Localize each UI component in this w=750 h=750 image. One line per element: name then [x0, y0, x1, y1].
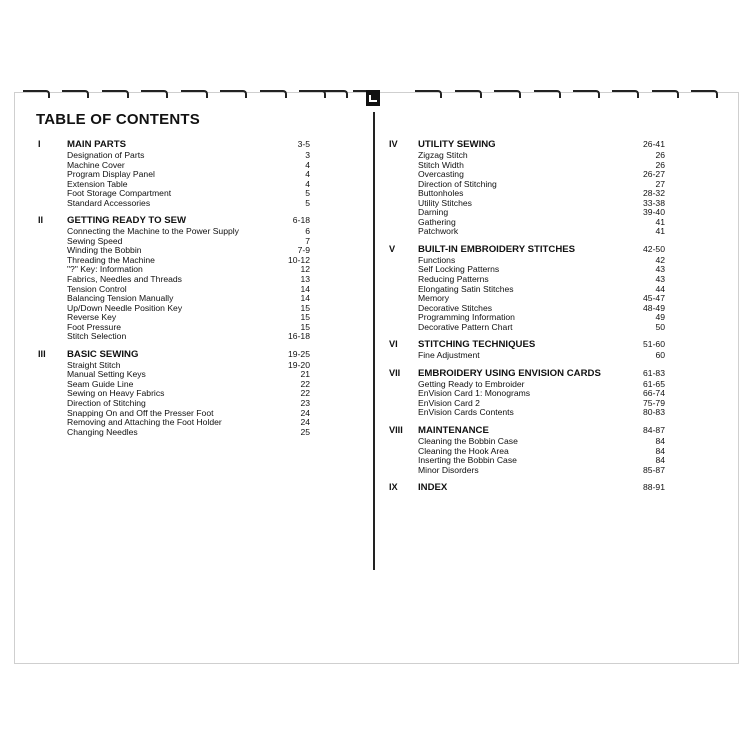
- entry-page: 4: [305, 178, 310, 189]
- entry-label: "?" Key: Information: [67, 264, 143, 275]
- section-numeral: V: [389, 243, 396, 254]
- toc-section: [38, 140, 310, 208]
- toc-entry[interactable]: [389, 227, 665, 237]
- entry-label: Winding the Bobbin: [67, 245, 142, 256]
- entry-label: Decorative Pattern Chart: [418, 321, 513, 332]
- section-numeral: VII: [389, 367, 401, 378]
- toc-entry[interactable]: [389, 351, 665, 361]
- section-numeral: I: [38, 139, 41, 149]
- entry-label: Sewing on Heavy Fabrics: [67, 388, 165, 399]
- entry-page: 23: [300, 398, 310, 409]
- entry-label: Zigzag Stitch: [418, 150, 468, 160]
- section-title: BUILT-IN EMBROIDERY STITCHES: [418, 243, 576, 255]
- entry-label: Stitch Selection: [67, 331, 127, 342]
- entry-page: 80-83: [643, 407, 665, 418]
- entry-label: Getting Ready to Embroider: [418, 378, 525, 389]
- entry-label: Standard Accessories: [67, 197, 151, 208]
- entry-label: Fine Adjustment: [418, 350, 480, 361]
- entry-label: Foot Pressure: [67, 321, 121, 332]
- section-title: STITCHING TECHNIQUES: [418, 339, 536, 351]
- section-title: UTILITY SEWING: [418, 139, 496, 150]
- entry-page: 22: [300, 378, 310, 389]
- entry-page: 84: [655, 436, 665, 447]
- section-title: MAIN PARTS: [67, 139, 126, 150]
- toc-entry[interactable]: [38, 332, 310, 342]
- entry-page: 61-65: [643, 378, 665, 389]
- entry-page: 33-38: [643, 197, 665, 208]
- section-pages: 19-25: [288, 348, 310, 359]
- section-title: INDEX: [418, 482, 448, 494]
- entry-page: 21: [300, 369, 310, 380]
- section-numeral: IV: [389, 139, 398, 149]
- entry-label: Fabrics, Needles and Threads: [67, 274, 182, 285]
- entry-label: Connecting the Machine to the Power Supply: [67, 226, 239, 237]
- binding-ring: [655, 90, 679, 98]
- entry-page: 4: [305, 159, 310, 170]
- page-marker-icon: [366, 90, 380, 106]
- binding-ring: [418, 90, 442, 98]
- toc-section: [389, 426, 665, 475]
- toc-section: [389, 140, 665, 237]
- entry-label: Gathering: [418, 216, 456, 227]
- entry-label: Removing and Attaching the Foot Holder: [67, 417, 222, 428]
- section-pages: 42-50: [643, 243, 665, 254]
- section-numeral: III: [38, 348, 46, 359]
- binding-ring: [105, 90, 129, 98]
- entry-label: Machine Cover: [67, 159, 125, 170]
- section-title: EMBROIDERY USING ENVISION CARDS: [418, 367, 601, 379]
- entry-page: 42: [655, 254, 665, 265]
- entry-label: Reducing Patterns: [418, 274, 489, 285]
- toc-right-column: [389, 140, 665, 502]
- binding-ring: [576, 90, 600, 98]
- binding-ring: [497, 90, 521, 98]
- section-numeral: VIII: [389, 425, 403, 436]
- entry-label: Minor Disorders: [418, 464, 479, 475]
- toc-section: [389, 245, 665, 332]
- entry-page: 15: [300, 321, 310, 332]
- entry-label: Sewing Speed: [67, 235, 123, 246]
- toc-section: [389, 340, 665, 361]
- entry-label: Decorative Stitches: [418, 302, 493, 313]
- entry-page: 5: [305, 197, 310, 208]
- entry-label: Functions: [418, 254, 456, 265]
- binding-ring: [458, 90, 482, 98]
- entry-page: 15: [300, 302, 310, 313]
- entry-label: Cleaning the Bobbin Case: [418, 436, 518, 447]
- entry-page: 3: [305, 150, 310, 160]
- entry-label: Cleaning the Hook Area: [418, 445, 509, 456]
- toc-entry[interactable]: [38, 428, 310, 438]
- section-pages: 6-18: [292, 215, 310, 226]
- entry-page: 14: [300, 283, 310, 294]
- entry-label: Buttonholes: [418, 188, 464, 199]
- entry-label: Direction of Stitching: [67, 398, 146, 409]
- entry-label: Extension Table: [67, 178, 128, 189]
- entry-page: 28-32: [643, 188, 665, 199]
- entry-page: 66-74: [643, 388, 665, 399]
- entry-page: 49: [655, 312, 665, 323]
- binding-ring: [263, 90, 287, 98]
- entry-page: 22: [300, 388, 310, 399]
- entry-label: Manual Setting Keys: [67, 369, 146, 380]
- toc-section: [389, 483, 665, 494]
- entry-label: EnVision Card 1: Monograms: [418, 388, 531, 399]
- section-pages: 61-83: [643, 367, 665, 378]
- entry-page: 84: [655, 455, 665, 466]
- entry-label: Snapping On and Off the Presser Foot: [67, 407, 214, 418]
- toc-entry[interactable]: [389, 323, 665, 333]
- entry-page: 24: [300, 407, 310, 418]
- entry-page: 24: [300, 417, 310, 428]
- section-pages: 88-91: [643, 482, 665, 493]
- entry-label: Seam Guide Line: [67, 378, 134, 389]
- section-numeral: II: [38, 215, 44, 226]
- entry-page: 41: [655, 216, 665, 227]
- entry-page: 10-12: [288, 254, 310, 265]
- binding-ring: [694, 90, 718, 98]
- entry-label: Balancing Tension Manually: [67, 293, 174, 304]
- entry-page: 5: [305, 188, 310, 199]
- toc-section: [389, 369, 665, 418]
- entry-page: 43: [655, 274, 665, 285]
- entry-page: 41: [655, 226, 665, 237]
- entry-label: Direction of Stitching: [418, 178, 497, 189]
- entry-label: Overcasting: [418, 169, 464, 180]
- entry-label: Designation of Parts: [67, 150, 145, 160]
- entry-label: Reverse Key: [67, 312, 117, 323]
- toc-section: [38, 216, 310, 342]
- entry-page: 44: [655, 283, 665, 294]
- binding-ring: [26, 90, 50, 98]
- entry-label: Up/Down Needle Position Key: [67, 302, 183, 313]
- section-title: MAINTENANCE: [418, 425, 489, 437]
- entry-label: Straight Stitch: [67, 359, 121, 370]
- entry-label: Foot Storage Compartment: [67, 188, 172, 199]
- entry-label: Programming Information: [418, 312, 515, 323]
- section-title: BASIC SEWING: [67, 348, 139, 360]
- toc-section: [38, 350, 310, 437]
- entry-label: Patchwork: [418, 226, 459, 237]
- entry-page: 75-79: [643, 397, 665, 408]
- entry-page: 16-18: [288, 331, 310, 342]
- binding-ring: [65, 90, 89, 98]
- entry-page: 60: [655, 350, 665, 361]
- toc-entry[interactable]: [389, 408, 665, 418]
- entry-label: EnVision Card 2: [418, 397, 480, 408]
- entry-page: 45-47: [643, 293, 665, 304]
- entry-page: 7-9: [297, 245, 310, 256]
- section-numeral: VI: [389, 339, 398, 350]
- entry-page: 27: [655, 178, 665, 189]
- entry-label: Inserting the Bobbin Case: [418, 455, 517, 466]
- entry-page: 84: [655, 445, 665, 456]
- page-title: TABLE OF CONTENTS: [36, 111, 200, 128]
- toc-left-column: [38, 140, 310, 445]
- entry-page: 7: [305, 235, 310, 246]
- entry-page: 39-40: [643, 207, 665, 218]
- entry-page: 14: [300, 293, 310, 304]
- section-pages: 51-60: [643, 339, 665, 350]
- entry-label: EnVision Cards Contents: [418, 407, 514, 418]
- entry-page: 19-20: [288, 359, 310, 370]
- binding-ring: [537, 90, 561, 98]
- entry-page: 15: [300, 312, 310, 323]
- entry-page: 12: [300, 264, 310, 275]
- entry-label: Darning: [418, 207, 449, 218]
- toc-entry[interactable]: [389, 466, 665, 476]
- entry-page: 26: [655, 150, 665, 160]
- entry-page: 6: [305, 226, 310, 237]
- section-pages: 26-41: [643, 139, 665, 149]
- entry-label: Memory: [418, 293, 450, 304]
- entry-page: 4: [305, 169, 310, 180]
- entry-page: 25: [300, 426, 310, 437]
- section-title: GETTING READY TO SEW: [67, 215, 187, 227]
- entry-page: 85-87: [643, 464, 665, 475]
- entry-label: Stitch Width: [418, 159, 464, 170]
- entry-label: Changing Needles: [67, 426, 138, 437]
- binding-ring: [615, 90, 639, 98]
- section-pages: 3-5: [297, 139, 310, 149]
- toc-entry[interactable]: [38, 199, 310, 209]
- entry-label: Elongating Satin Stitches: [418, 283, 514, 294]
- binding-ring: [184, 90, 208, 98]
- column-divider: [373, 112, 375, 570]
- entry-page: 48-49: [643, 302, 665, 313]
- entry-label: Utility Stitches: [418, 197, 472, 208]
- binding-ring: [324, 90, 348, 98]
- binding-ring: [144, 90, 168, 98]
- binding-ring: [223, 90, 247, 98]
- entry-label: Self Locking Patterns: [418, 264, 500, 275]
- entry-page: 50: [655, 321, 665, 332]
- section-numeral: IX: [389, 482, 398, 493]
- entry-page: 26: [655, 159, 665, 170]
- section-pages: 84-87: [643, 425, 665, 436]
- entry-page: 26-27: [643, 169, 665, 180]
- entry-label: Program Display Panel: [67, 169, 155, 180]
- entry-label: Threading the Machine: [67, 254, 155, 265]
- entry-label: Tension Control: [67, 283, 127, 294]
- section-heading[interactable]: [389, 483, 665, 494]
- entry-page: 43: [655, 264, 665, 275]
- entry-page: 13: [300, 274, 310, 285]
